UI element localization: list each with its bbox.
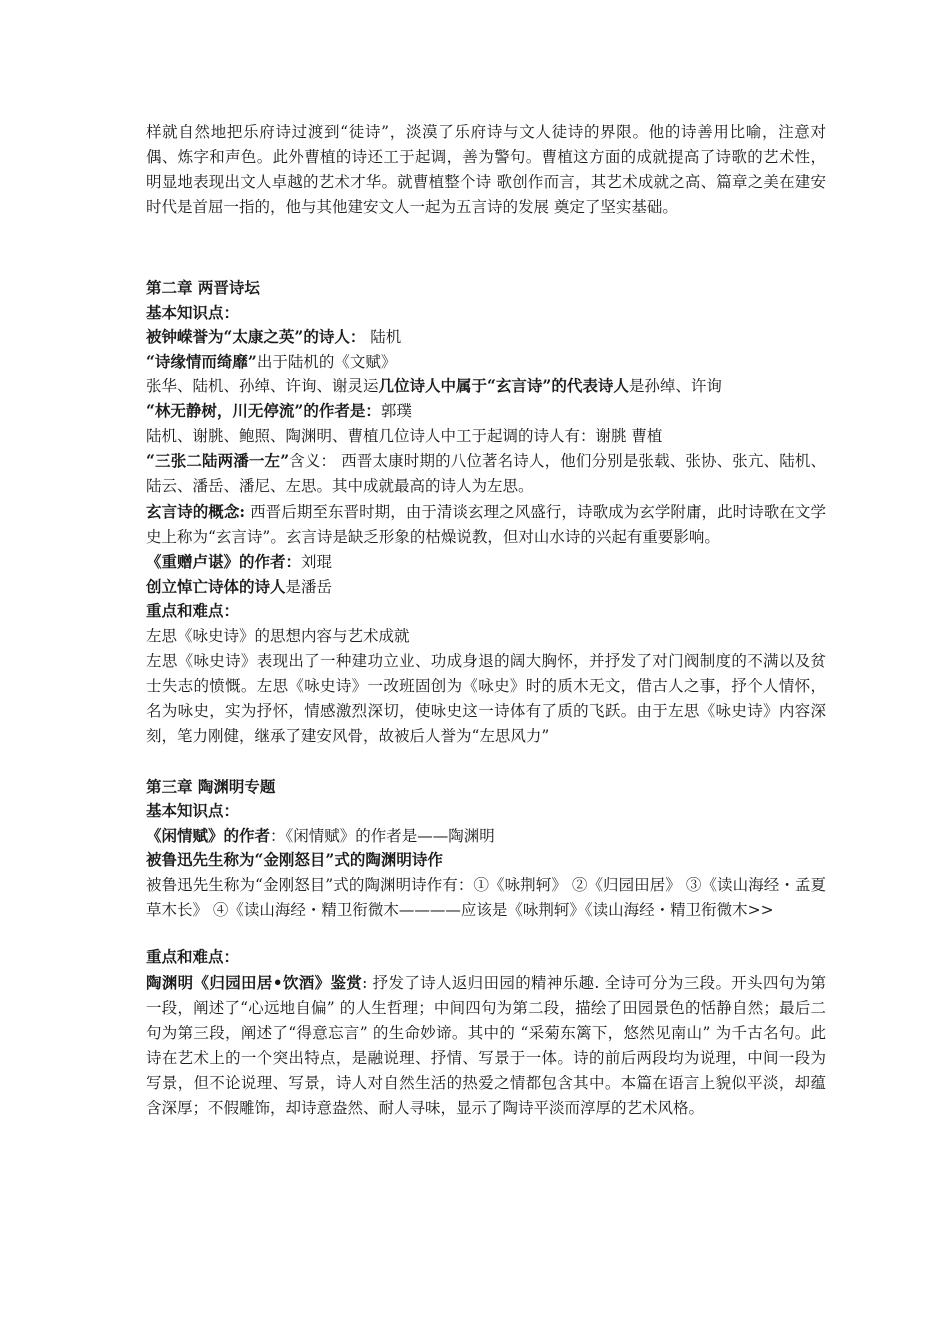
ch2-item-1-answer: 陆机 bbox=[365, 328, 402, 347]
ch2-item-1-question: 被钟嵘誉为“太康之英”的诗人： bbox=[146, 327, 366, 347]
ch2-item-4-question: “林无静树，川无停流”的作者是： bbox=[146, 400, 381, 420]
chapter-3-key-text: : 抒发了诗人返归田园的精神乐趣. 全诗可分为三段。开头四句为第一段，阐述了“心远地自偏” 的人生哲理；中间四句为第二段，描绘了田园景色的恬静自然；最后二句为第三段，阐述了“得意忘言” 的生命妙谛。其中的 “采菊东篱下，悠然见南山” 为千古名句。此诗在艺术上的一个突出特点，是融说理、抒情、写景于一体。诗的前后两段均为说理，中间一段为写景，但不论说理、写景，诗人对自然生活的热爱之情都包含其中。本篇在语言上貌似平淡，却蕴含深厚；不假雕饰，却诗意盎然、耐人寻味，显示了陶诗平淡而淳厚的艺术风格。 bbox=[146, 973, 826, 1117]
chapter-3-key-body bbox=[146, 970, 826, 1121]
ch3-item-1-question: 《闲情赋》的作者 bbox=[146, 825, 271, 845]
chapter-2-basic-heading: 基本知识点： bbox=[146, 302, 240, 322]
ch2-item-3-prefix: 张华、陆机、孙绰、许询、谢灵运 bbox=[146, 377, 379, 396]
ch2-item-7 bbox=[146, 499, 826, 550]
ch2-item-6 bbox=[146, 448, 826, 499]
chapter-2-key-title: 左思《咏史诗》的思想内容与艺术成就 bbox=[146, 626, 410, 645]
ch2-item-2-answer: 出于陆机的《文赋》 bbox=[256, 352, 397, 371]
section-spacer bbox=[146, 220, 826, 276]
ch2-item-6-question: “三张二陆两潘一左” bbox=[146, 451, 290, 471]
ch2-item-4-answer: 郭璞 bbox=[380, 401, 412, 420]
chapter-2-title: 第二章 两晋诗坛 bbox=[146, 278, 260, 297]
ch2-item-2-question: “诗缘情而绮靡” bbox=[146, 351, 257, 371]
ch2-item-8-question: 《重赠卢谌》的作者： bbox=[146, 552, 302, 572]
ch2-item-5: 陆机、谢朓、鲍照、陶渊明、曹植几位诗人中工于起调的诗人有：谢朓 曹植 bbox=[146, 426, 663, 445]
chapter-2-key-heading: 重点和难点： bbox=[146, 601, 240, 621]
ch2-item-8-answer: 刘琨 bbox=[301, 553, 333, 572]
ch2-item-3 bbox=[146, 374, 826, 399]
chapter-3-basic-heading: 基本知识点： bbox=[146, 801, 240, 821]
section-spacer bbox=[146, 923, 826, 945]
ch2-item-3-answer: 是孙绰、许询 bbox=[628, 377, 722, 396]
ch3-item-1 bbox=[146, 824, 826, 849]
document-body bbox=[146, 120, 826, 1121]
ch2-item-7-answer: 西晋后期至东晋时期，由于清谈玄理之风盛行，诗歌成为玄学附庸，此时诗歌在文学史上称为“玄言诗”。玄言诗是缺乏形象的枯燥说教，但对山水诗的兴起有重要影响。 bbox=[146, 503, 826, 547]
ch2-item-3-question: 几位诗人中属于“玄言诗”的代表诗人 bbox=[378, 376, 629, 396]
ch3-item-2-body: 被鲁迅先生称为“金刚怒目”式的陶渊明诗作有：①《咏荆轲》 ②《归园田居》 ③《读山海经・孟夏草木长》 ④《读山海经・精卫衔微木————应该是《咏荆轲》《读山海经・精卫衔微木>> bbox=[146, 875, 826, 919]
ch2-item-1 bbox=[146, 325, 826, 350]
ch2-item-9-answer: 是潘岳 bbox=[285, 577, 333, 596]
section-spacer bbox=[146, 749, 826, 775]
ch2-item-6-answer: 含义： 西晋太康时期的八位著名诗人，他们分别是张载、张协、张亢、陆机、陆云、潘岳、潘尼、左思。其中成就最高的诗人为左思。 bbox=[146, 452, 826, 496]
ch2-item-9-question: 创立悼亡诗体的诗人 bbox=[146, 576, 286, 596]
ch3-item-2-heading: 被鲁迅先生称为“金刚怒目”式的陶渊明诗作 bbox=[146, 850, 443, 870]
chapter-2-key-body: 左思《咏史诗》表现出了一种建功立业、功成身退的阔大胸怀，并抒发了对门阀制度的不满以及贫士失志的愤慨。左思《咏史诗》一改班固创为《咏史》时的质木无文，借古人之事，抒个人情怀，名为咏史，实为抒怀，情感激烈深切，使咏史这一诗体有了质的飞跃。由于左思《咏史诗》内容深刻，笔力刚健，继承了建安风骨，故被后人誉为“左思风力” bbox=[146, 651, 826, 745]
ch2-item-4 bbox=[146, 399, 826, 424]
chapter-3-key-title: 陶渊明《归园田居•饮酒》鉴赏 bbox=[146, 972, 363, 992]
ch2-item-8 bbox=[146, 550, 826, 575]
ch2-item-7-question: 玄言诗的概念: bbox=[146, 502, 246, 522]
ch2-item-2 bbox=[146, 350, 826, 375]
intro-paragraph: 样就自然地把乐府诗过渡到“徒诗”，淡漠了乐府诗与文人徒诗的界限。他的诗善用比喻，注意对偶、炼字和声色。此外曹植的诗还工于起调，善为警句。曹植这方面的成就提高了诗歌的艺术性，明显地表现出文人卓越的艺术才华。就曹植整个诗 歌创作而言，其艺术成就之高、篇章之美在建安时代是首屈一指的，他与其他建安文人一起为五言诗的发展 奠定了坚实基础。 bbox=[146, 123, 826, 216]
ch3-item-1-answer: ：《闲情赋》的作者是——陶渊明 bbox=[270, 826, 495, 845]
chapter-3-title: 第三章 陶渊明专题 bbox=[146, 776, 276, 796]
chapter-3-key-heading: 重点和难点： bbox=[146, 946, 240, 966]
ch2-item-9 bbox=[146, 575, 826, 600]
